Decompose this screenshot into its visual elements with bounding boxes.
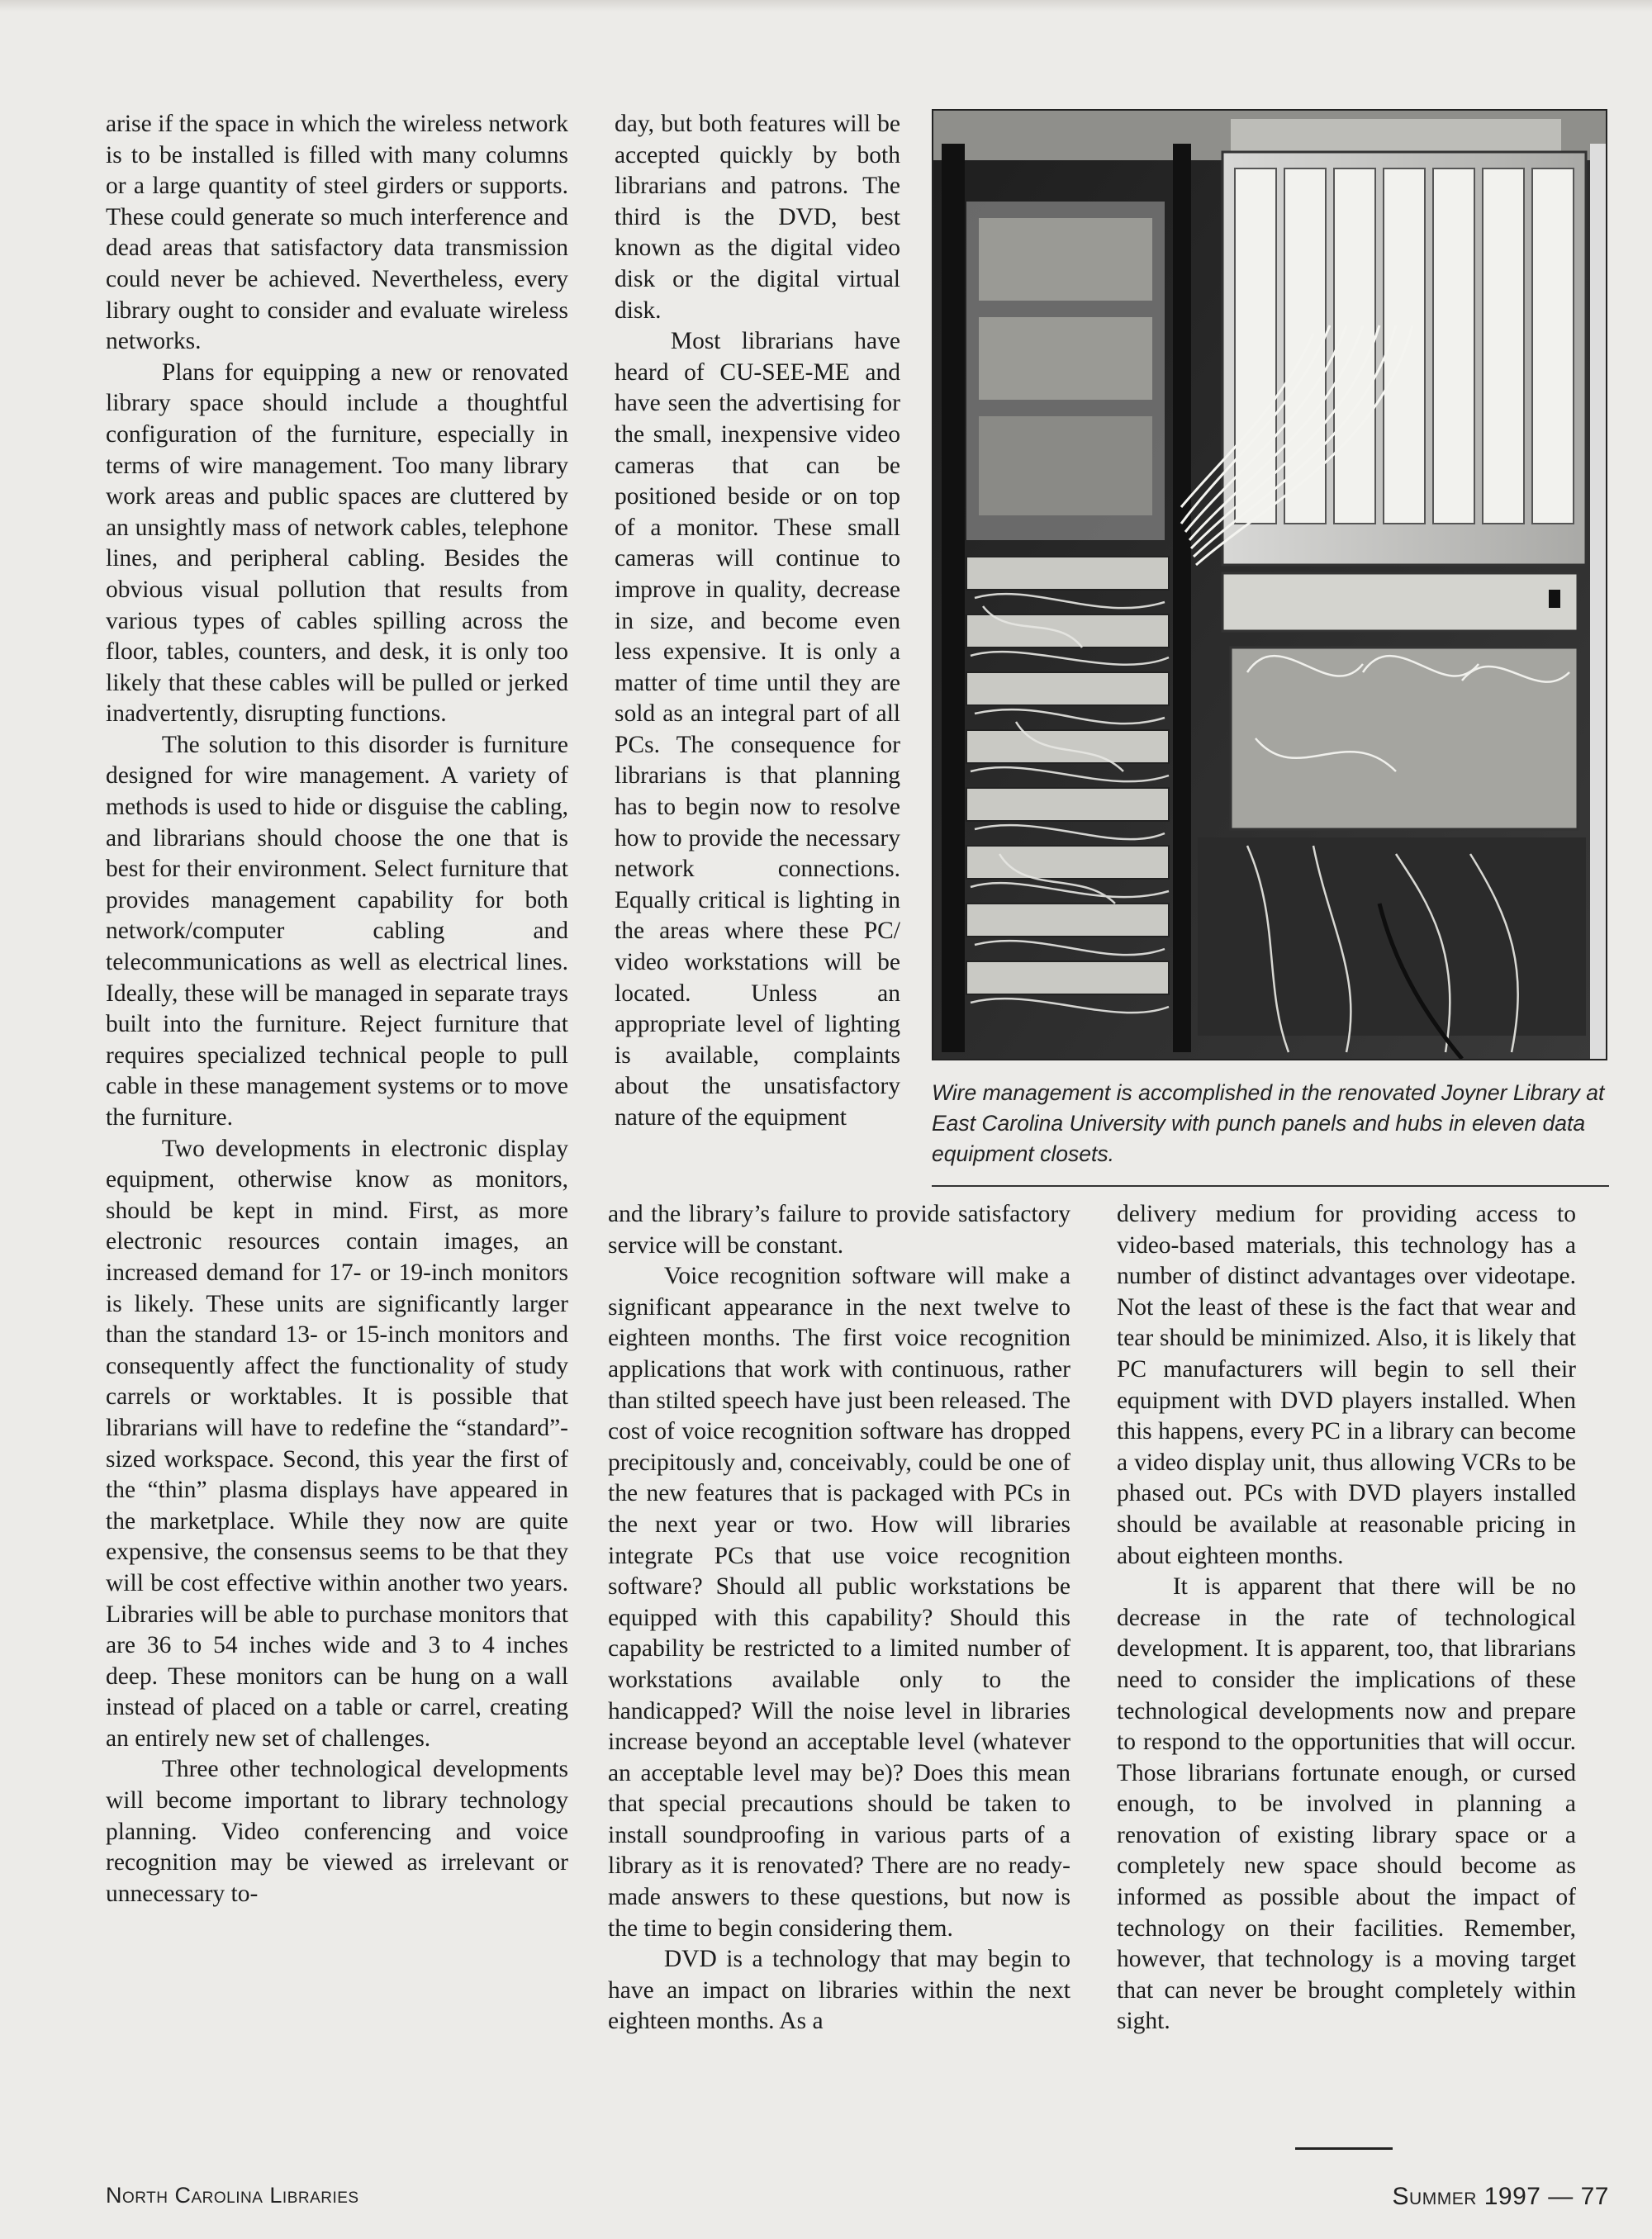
article-end-rule	[1295, 2147, 1393, 2150]
photo-caption: Wire management is accomplished in the renovated Joyner Library at East Carolina University with punch panels and hubs in eleven data equipment closets.	[932, 1080, 1605, 1166]
paragraph: and the library’s failure to provide satisfactory service will be constant.	[608, 1201, 1070, 1259]
paragraph: The solution to this disorder is furniture designed for wire management. A variety of methods is used to hide or disguise the cabling, and librarians should choose the one that is best for their environment. Select furniture that provides management capability for both network/computer cabling and telecommunications as well as electrical lines. Ideally, these will be managed in separate trays built into the furniture. Reject furniture that requires specialized technical people to pull cable in these management systems or to move the furniture.	[106, 731, 568, 1131]
article-column-middle-top	[615, 109, 900, 1134]
paragraph: day, but both features will be accepted quickly by both librarians and patrons. The third is the DVD, best known as the digital video disk or the digital virtual disk.	[615, 111, 900, 324]
article-column-right	[1117, 1199, 1576, 2037]
paragraph: It is apparent that there will be no decrease in the rate of technological development. It is apparent, too, that librarians need to consider the implications of these technological developments now and prepare to respond to the opportunities that will occur. Those librarians fortunate enough, or cursed enough, to be involved in planning a renovation of existing library space or a completely new space should become as informed as possible about the impact of technology on their facilities. Remember, however, that technology is a moving target that can never be brought completely within sight.	[1117, 1573, 1576, 2035]
page-edge	[0, 0, 1652, 12]
caption-divider	[932, 1185, 1609, 1187]
article-column-left	[106, 109, 568, 1909]
paragraph: delivery medium for providing access to video-based materials, this technology has a number of distinct advantages over videotape. Not the least of these is the fact that wear and tear should be minimized. Also, it is likely that PC manufacturers will begin to sell their equipment with DVD players installed. When this happens, every PC in a library can become a video display unit, thus allowing VCRs to be phased out. PCs with DVD players installed should be available at reasonable pricing in about eighteen months.	[1117, 1201, 1576, 1569]
paragraph: Three other technological developments will become important to library technology planning. Video conferencing and voice recognition may be viewed as irrelevant or unnecessary to-	[106, 1756, 568, 1907]
wiring-closet-photo	[932, 109, 1607, 1060]
paragraph: Plans for equipping a new or renovated library space should include a thoughtful configuration of the furniture, especially in terms of wire management. Too many library work areas and public spaces are cluttered by an unsightly mass of network cables, telephone lines, and peripheral cabling. Besides the obvious visual pollution that results from various types of cables spilling across the floor, tables, counters, and desk, it is only too likely that these cables will be pulled or jerked inadvertently, disrupting functions.	[106, 358, 568, 728]
paragraph: DVD is a technology that may begin to have an impact on libraries within the next eighteen months. As a	[608, 1946, 1070, 2035]
equipment-rack-illustration	[933, 111, 1606, 1059]
paragraph: Most librarians have heard of CU-SEE-ME and have seen the advertising for the small, inexpensive video cameras that can be positioned beside or on top of a monitor. These small cameras will continue to improve in quality, decrease in size, and become even less expensive. It is only a matter of time until they are sold as an integral part of all PCs. The consequence for librarians is that planning has to begin now to resolve how to provide the necessary network connections. Equally critical is lighting in the areas where these PC/ video workstations will be located. Unless an appropriate level of lighting is available, complaints about the unsatisfactory nature of the equipment	[615, 328, 900, 1131]
paragraph: Two developments in electronic display equipment, otherwise know as monitors, should be kept in mind. First, as more electronic resources contain images, an increased demand for 17- or 19-inch monitors is likely. These units are significantly larger than the standard 13- or 15-inch monitors and consequently affect the functionality of study carrels or worktables. It is possible that librarians will have to redefine the “standard”-sized workspace. Second, this year the first of the “thin” plasma displays have appeared in the marketplace. While they now are quite expensive, the consensus seems to be that they will be cost effective within another two years. Libraries will be able to purchase monitors that are 36 to 54 inches wide and 3 to 4 inches deep. These monitors can be hung on a wall instead of placed on a table or carrel, creating an entirely new set of challenges.	[106, 1135, 568, 1752]
footer-issue-page: Summer 1997 — 77	[1392, 2183, 1609, 2210]
article-column-middle-bottom	[608, 1199, 1070, 2037]
paragraph: arise if the space in which the wireless network is to be installed is filled with many columns or a large quantity of steel girders or supports. These could generate so much interference and dead areas that satisfactory data transmission could never be achieved. Nevertheless, every library ought to consider and evaluate wireless networks.	[106, 111, 568, 355]
paragraph: Voice recognition software will make a significant appearance in the next twelve to eighteen months. The first voice recognition applications that work with continuous, rather than stilted speech have just been released. The cost of voice recognition software has dropped precipitously and, conceivably, could be one of the new features that is packaged with PCs in the next year or two. How will libraries integrate PCs that use voice recognition software? Should all public workstations be equipped with this capability? Should this capability be restricted to a limited number of workstations available only to the handicapped? Will the noise level in libraries increase beyond an acceptable level (whatever an acceptable level may be)? Does this mean that special precautions should be taken to install soundproofing in various parts of a library as it is renovated? There are no ready-made answers to these questions, but now is the time to begin considering them.	[608, 1263, 1070, 1942]
footer-publication: North Carolina Libraries	[106, 2183, 359, 2208]
